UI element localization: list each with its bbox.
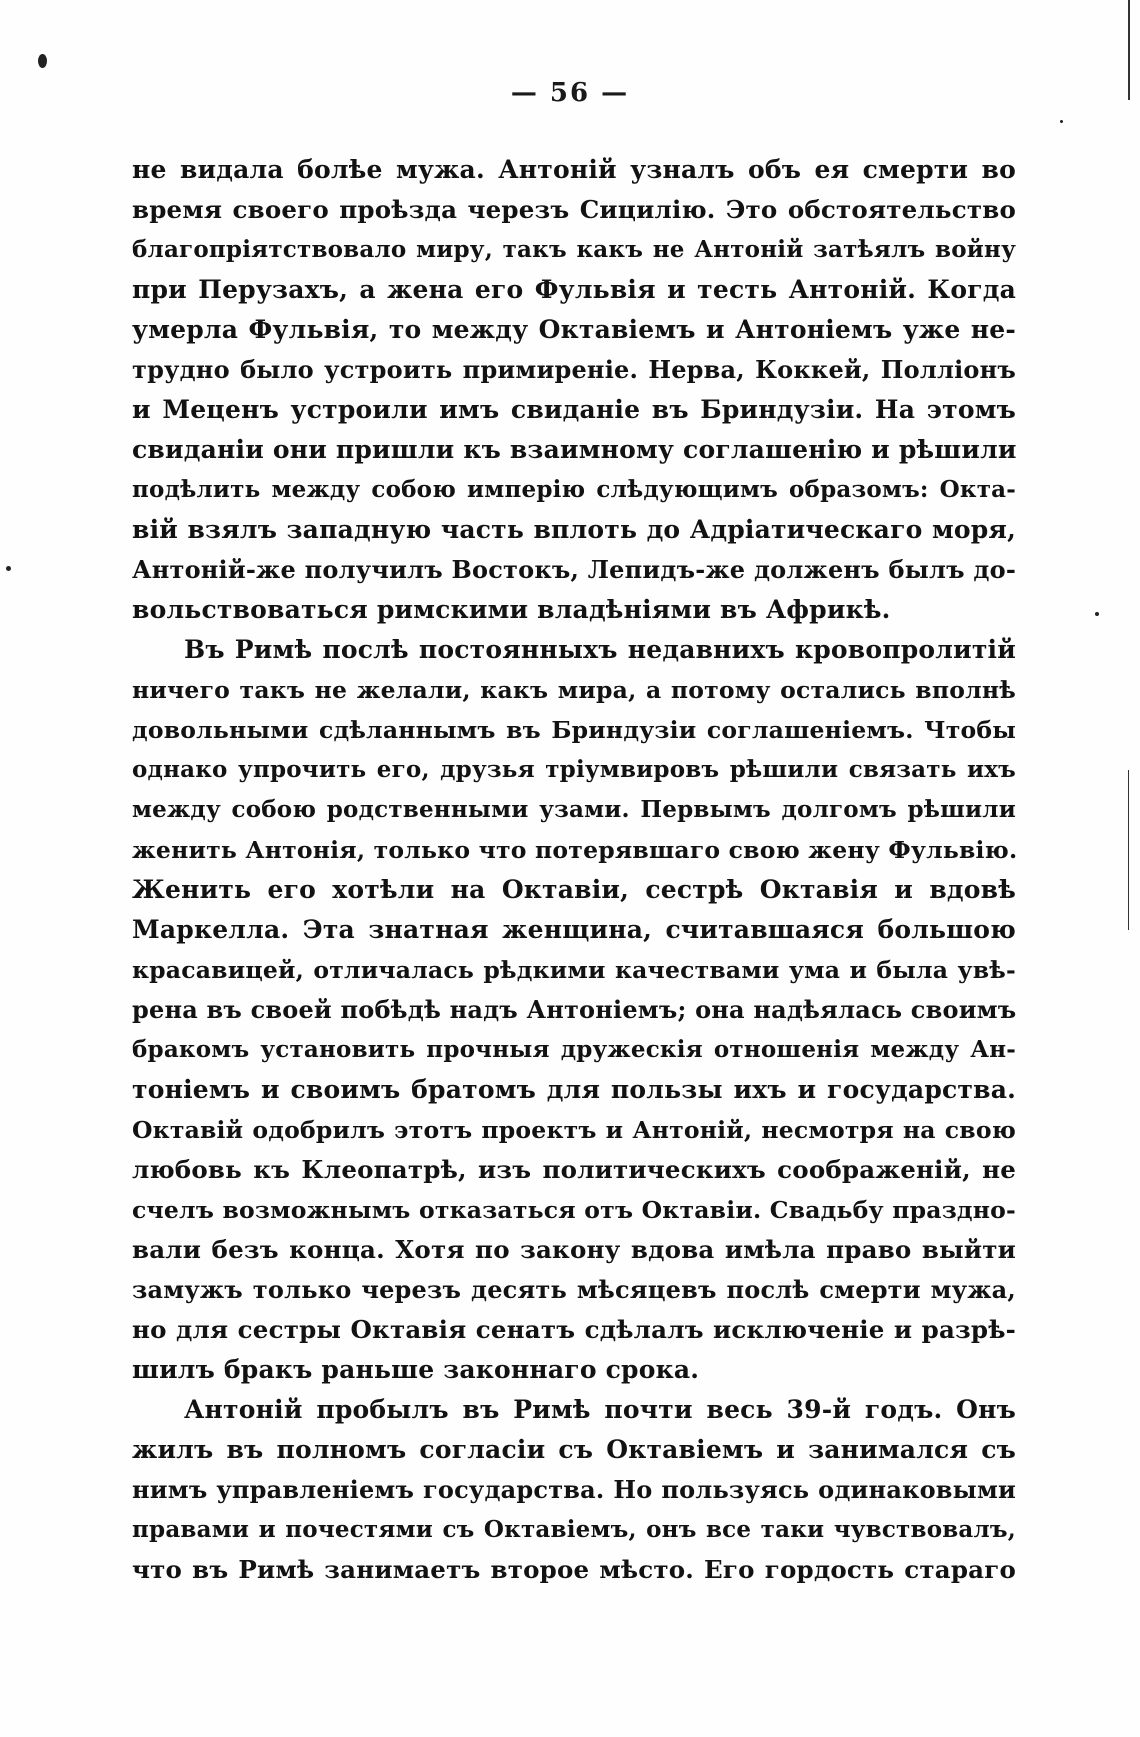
text-line: правами и почестями съ Октавіемъ, онъ все таки чувствовалъ, bbox=[132, 1516, 1016, 1543]
body-text bbox=[132, 150, 1016, 1590]
text-line: довольными сдѣланнымъ въ Бриндузіи соглашеніемъ. Чтобы bbox=[132, 716, 1016, 744]
text-line: Маркелла. Эта знатная женщина, считавшаяся большою bbox=[132, 915, 1016, 944]
text-line: при Перузахъ, а жена его Фульвія и тесть Антоній. Когда bbox=[132, 275, 1016, 304]
text-line: женить Антонія, только что потерявшаго свою жену Фульвію. bbox=[132, 836, 1018, 864]
text-line: однако упрочить его, друзья тріумвировъ рѣшили связать ихъ bbox=[132, 756, 1016, 783]
text-line: вій взялъ западную часть вплоть до Адріатическаго моря, bbox=[132, 515, 1016, 544]
ink-speck bbox=[38, 54, 47, 68]
text-line: что въ Римѣ занимаетъ второе мѣсто. Его гордость стараго bbox=[132, 1555, 1016, 1584]
text-line: красавицей, отличалась рѣдкими качествами ума и была увѣ- bbox=[132, 956, 1016, 984]
text-line: Октавій одобрилъ этотъ проектъ и Антоній, несмотря на свою bbox=[132, 1116, 1016, 1144]
ink-speck bbox=[1060, 120, 1063, 123]
ink-speck bbox=[6, 566, 11, 571]
text-line: благопріятствовало миру, такъ какъ не Антоній затѣялъ войну bbox=[132, 236, 1016, 263]
text-line: любовь къ Клеопатрѣ, изъ политическихъ соображеній, не bbox=[132, 1155, 1016, 1184]
text-line: не видала болѣе мужа. Антоній узналъ объ ея смерти во bbox=[132, 155, 1016, 184]
text-line: но для сестры Октавія сенатъ сдѣлалъ исключеніе и разрѣ- bbox=[132, 1315, 1016, 1344]
text-line: время своего проѣзда черезъ Сицилію. Это обстоятельство bbox=[132, 195, 1016, 224]
text-line: рена въ своей побѣдѣ надъ Антоніемъ; она надѣялась своимъ bbox=[132, 995, 1017, 1024]
text-line: между собою родственными узами. Первымъ долгомъ рѣшили bbox=[132, 796, 1016, 823]
text-line: вольствоваться римскими владѣніями въ Африкѣ. bbox=[132, 595, 891, 624]
ink-speck bbox=[1095, 612, 1099, 616]
text-line: вали безъ конца. Хотя по закону вдова имѣла право выйти bbox=[132, 1235, 1016, 1264]
text-line: счелъ возможнымъ отказаться отъ Октавіи. Свадьбу праздно- bbox=[132, 1196, 1016, 1224]
text-line: умерла Фульвія, то между Октавіемъ и Антоніемъ уже не- bbox=[132, 315, 1016, 344]
page-number: — 56 — bbox=[510, 78, 630, 108]
scan-edge-line bbox=[1128, 770, 1129, 930]
text-line: нимъ управленіемъ государства. Но пользуясь одинаковыми bbox=[132, 1475, 1016, 1504]
text-line: ничего такъ не желали, какъ мира, а потому остались вполнѣ bbox=[132, 676, 1016, 704]
text-line: замужъ только черезъ десять мѣсяцевъ послѣ смерти мужа, bbox=[132, 1275, 1016, 1304]
text-line: трудно было устроить примиреніе. Нерва, Коккей, Поллiонъ bbox=[132, 355, 1016, 384]
text-line: свиданіи они пришли къ взаимному соглашенію и рѣшили bbox=[132, 435, 1017, 464]
text-line: Антоній-же получилъ Востокъ, Лепидъ-же долженъ былъ до- bbox=[132, 555, 1016, 584]
text-line: бракомъ установить прочныя дружескія отношенія между Ан- bbox=[132, 1036, 1016, 1063]
text-line: Антоній пробылъ въ Римѣ почти весь 39-й годъ. Онъ bbox=[184, 1395, 1016, 1424]
text-line: тоніемъ и своимъ братомъ для пользы ихъ и государства. bbox=[132, 1075, 1016, 1104]
text-line: жилъ въ полномъ согласіи съ Октавіемъ и занимался съ bbox=[132, 1435, 1016, 1464]
text-line: Женить его хотѣли на Октавіи, сестрѣ Октавія и вдовѣ bbox=[132, 875, 1016, 904]
text-line: шилъ бракъ раньше законнаго срока. bbox=[132, 1355, 700, 1384]
text-line: и Меценъ устроили имъ свиданіе въ Бриндузіи. На этомъ bbox=[132, 395, 1016, 424]
text-line: Въ Римѣ послѣ постоянныхъ недавнихъ кровопролитій bbox=[184, 635, 1016, 664]
text-line: подѣлить между собою имперію слѣдующимъ образомъ: Окта- bbox=[132, 476, 1016, 503]
